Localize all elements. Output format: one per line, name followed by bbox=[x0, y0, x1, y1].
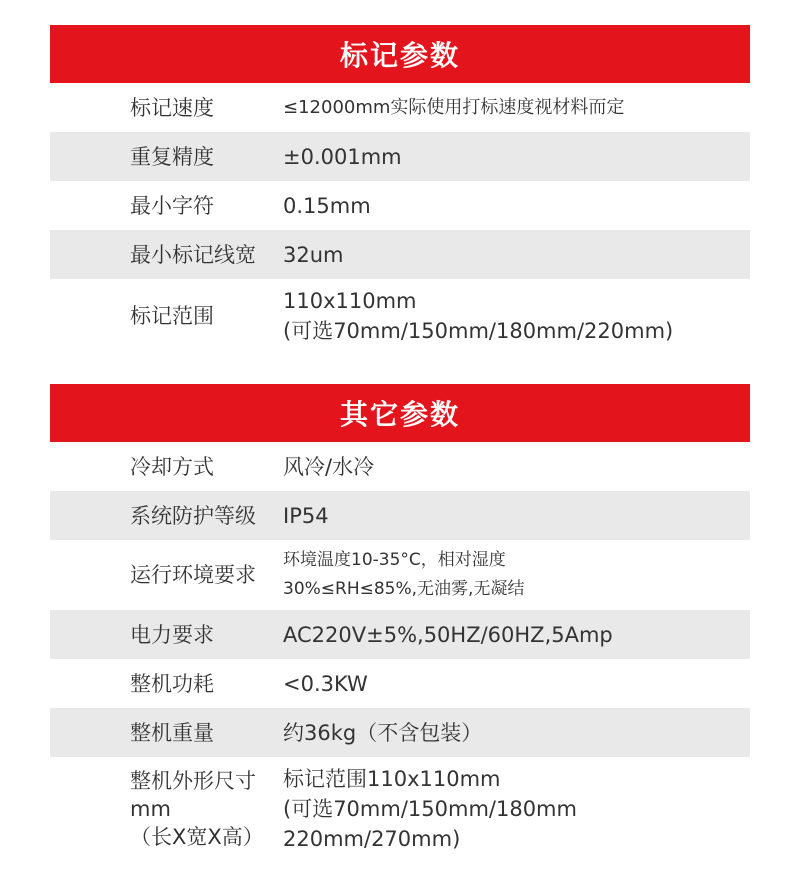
spec-value: 风冷/水冷 bbox=[283, 454, 375, 479]
spec-value-line: (可选70mm/150mm/180mm bbox=[283, 797, 577, 821]
spec-row-power bbox=[50, 610, 750, 659]
spec-label: 重复精度 bbox=[130, 144, 214, 169]
spec-label bbox=[50, 767, 283, 851]
spec-value: 32um bbox=[283, 242, 344, 267]
spec-row-marking-speed bbox=[50, 83, 750, 132]
spec-value bbox=[283, 546, 750, 604]
spec-label: 最小标记线宽 bbox=[130, 242, 256, 267]
spec-label: 运行环境要求 bbox=[130, 563, 256, 587]
spec-value-line: 环境温度10-35°C，相对湿度 bbox=[283, 550, 506, 570]
spec-value-line: 220mm/270mm) bbox=[283, 827, 461, 851]
spec-row-dimensions bbox=[50, 757, 750, 861]
spec-row-repeat-accuracy bbox=[50, 132, 750, 181]
spec-value-line: (可选70mm/150mm/180mm/220mm) bbox=[283, 319, 674, 343]
spec-value: 0.15mm bbox=[283, 193, 371, 218]
spec-value: ≤12000mm实际使用打标速度视材料而定 bbox=[283, 96, 625, 118]
section-title: 其它参数 bbox=[50, 384, 750, 442]
marking-params-section bbox=[50, 25, 750, 353]
spec-row-weight bbox=[50, 708, 750, 757]
spec-value bbox=[283, 286, 750, 346]
spec-value bbox=[283, 764, 750, 854]
spec-row-marking-range bbox=[50, 279, 750, 353]
spec-label: 冷却方式 bbox=[130, 454, 214, 479]
spec-value-line: 标记范围110x110mm bbox=[283, 767, 501, 791]
spec-row-protection bbox=[50, 491, 750, 540]
spec-row-cooling bbox=[50, 442, 750, 491]
spec-value-line: 30%≤RH≤85%,无油雾,无凝结 bbox=[283, 579, 525, 599]
spec-label-line: 整机外形尺寸mm bbox=[130, 769, 256, 821]
spec-value: <0.3KW bbox=[283, 671, 368, 696]
spec-label: 系统防护等级 bbox=[130, 503, 256, 528]
spec-label: 最小字符 bbox=[130, 193, 214, 218]
spec-label: 整机重量 bbox=[130, 720, 214, 745]
spec-row-environment bbox=[50, 540, 750, 610]
spec-value: IP54 bbox=[283, 503, 329, 528]
spec-row-min-line-width bbox=[50, 230, 750, 279]
spec-value: ±0.001mm bbox=[283, 144, 402, 169]
spec-value-line: 110x110mm bbox=[283, 289, 417, 313]
other-params-section bbox=[50, 384, 750, 861]
spec-value: AC220V±5%,50HZ/60HZ,5Amp bbox=[283, 622, 613, 647]
spec-label: 标记范围 bbox=[130, 304, 214, 328]
spec-row-consumption bbox=[50, 659, 750, 708]
spec-label: 标记速度 bbox=[130, 95, 214, 120]
spec-label-line: （长X宽X高） bbox=[130, 825, 264, 849]
spec-row-min-character bbox=[50, 181, 750, 230]
spec-label: 电力要求 bbox=[130, 622, 214, 647]
spec-value: 约36kg（不含包装） bbox=[283, 720, 483, 745]
spec-label: 整机功耗 bbox=[130, 671, 214, 696]
section-title: 标记参数 bbox=[50, 25, 750, 83]
